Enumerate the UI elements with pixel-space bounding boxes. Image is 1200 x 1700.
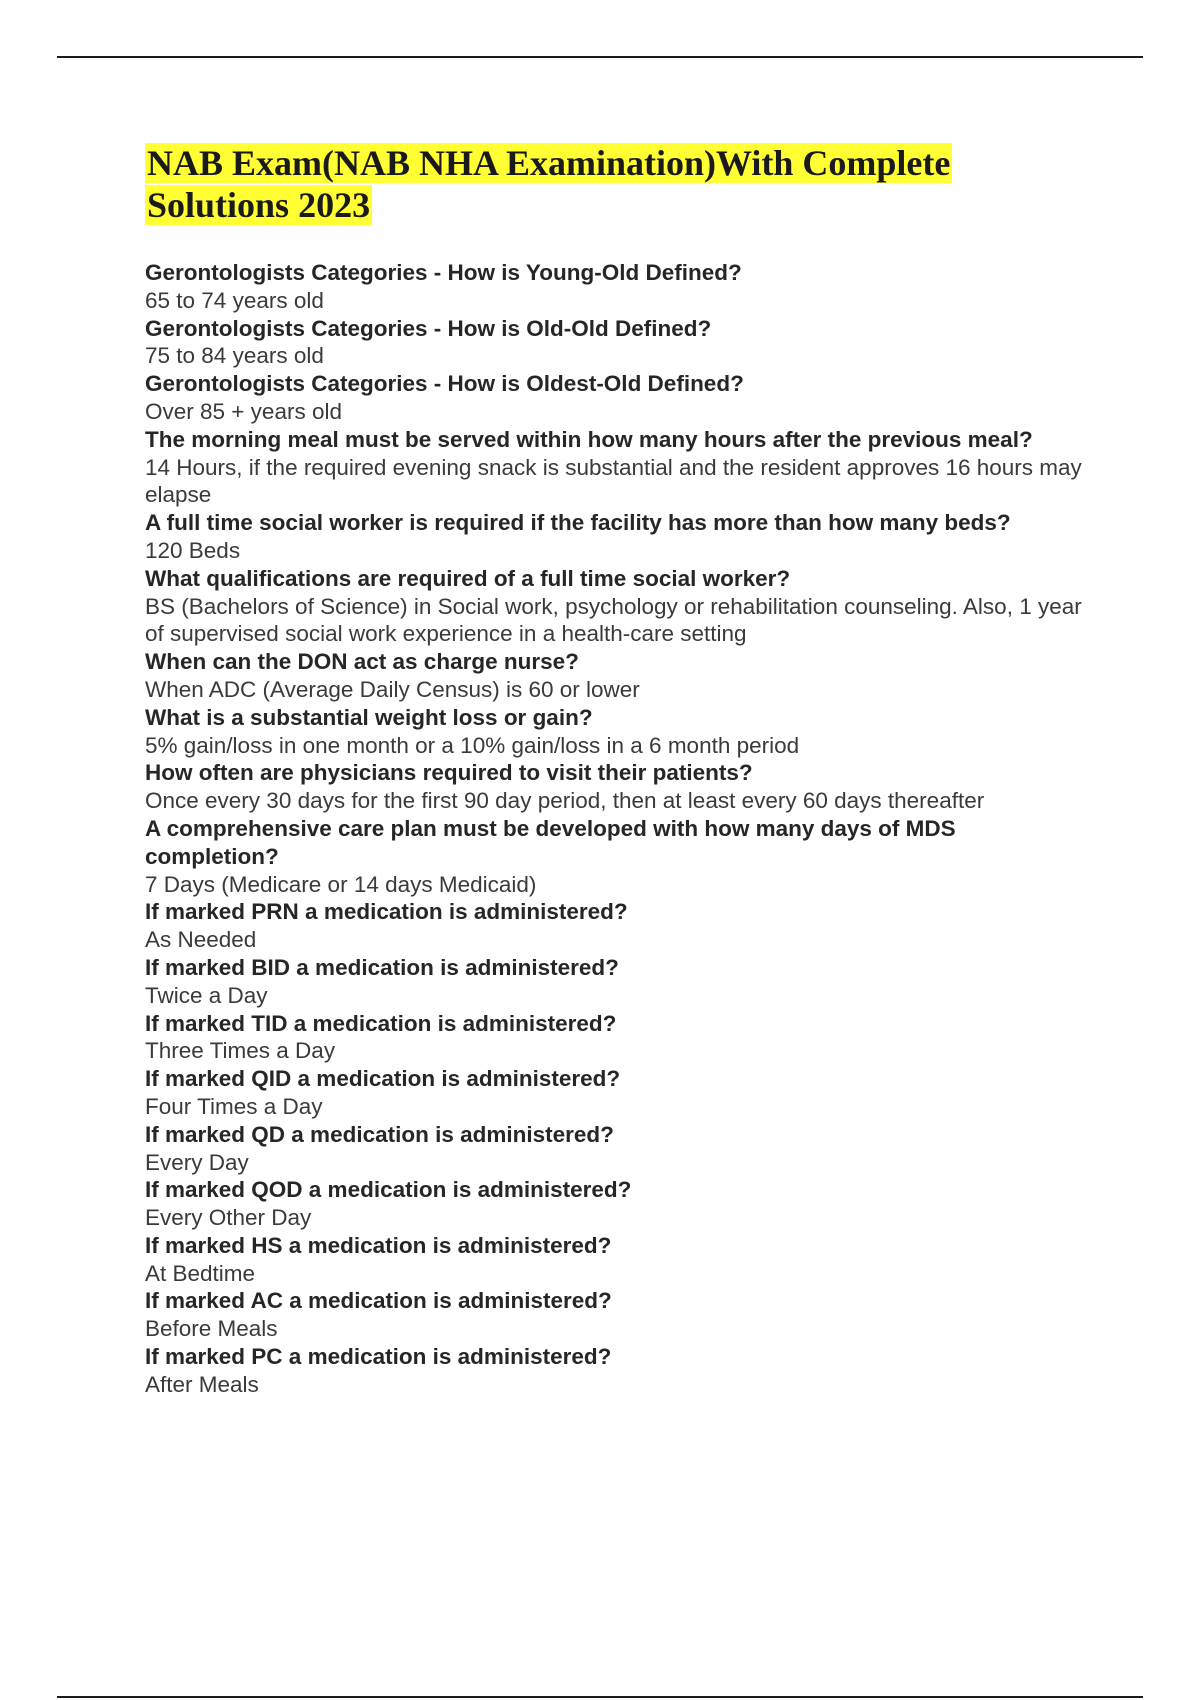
document-title bbox=[145, 142, 1045, 226]
question-text: If marked HS a medication is administered? bbox=[145, 1232, 612, 1258]
qa-list bbox=[145, 259, 1090, 1399]
qa-item bbox=[145, 315, 1090, 371]
question-text: If marked QOD a medication is administered? bbox=[145, 1177, 632, 1203]
question-text: A comprehensive care plan must be developed with how many days of MDS completion? bbox=[145, 815, 956, 869]
question-text: Gerontologists Categories - How is Young-Old Defined? bbox=[145, 260, 742, 285]
answer-text: 7 Days (Medicare or 14 days Medicaid) bbox=[145, 871, 537, 897]
bottom-divider bbox=[57, 1696, 1143, 1698]
answer-text: When ADC (Average Daily Census) is 60 or lower bbox=[145, 676, 640, 702]
answer-text: At Bedtime bbox=[145, 1260, 256, 1286]
qa-item bbox=[145, 509, 1090, 565]
question-text: The morning meal must be served within how many hours after the previous meal? bbox=[145, 426, 1033, 452]
answer-text: After Meals bbox=[145, 1371, 259, 1397]
question-text: If marked BID a medication is administered? bbox=[145, 954, 619, 980]
qa-item bbox=[145, 1176, 1090, 1232]
qa-item bbox=[145, 1232, 1090, 1288]
qa-item bbox=[145, 648, 1090, 704]
question-text: Gerontologists Categories - How is Oldest-Old Defined? bbox=[145, 371, 744, 397]
qa-item bbox=[145, 759, 1090, 815]
qa-item bbox=[145, 815, 1090, 898]
question-text: If marked AC a medication is administered? bbox=[145, 1288, 612, 1314]
qa-item bbox=[145, 370, 1090, 426]
question-text: If marked PC a medication is administered? bbox=[145, 1344, 612, 1370]
answer-text: 14 Hours, if the required evening snack is substantial and the resident approves 16 hours may elapse bbox=[145, 454, 1082, 508]
answer-text: Before Meals bbox=[145, 1316, 278, 1342]
question-text: A full time social worker is required if the facility has more than how many beds? bbox=[145, 510, 1011, 536]
answer-text: Every Day bbox=[145, 1149, 249, 1175]
question-text: What qualifications are required of a full time social worker? bbox=[145, 565, 791, 591]
answer-text: 75 to 84 years old bbox=[145, 343, 324, 369]
qa-item bbox=[145, 259, 1090, 315]
question-text: How often are physicians required to visit their patients? bbox=[145, 760, 753, 786]
qa-item bbox=[145, 1010, 1090, 1066]
qa-item bbox=[145, 1343, 1090, 1399]
answer-text: 120 Beds bbox=[145, 537, 241, 563]
qa-item bbox=[145, 704, 1090, 760]
question-text: Gerontologists Categories - How is Old-Old Defined? bbox=[145, 315, 712, 341]
answer-text: Once every 30 days for the first 90 day period, then at least every 60 days thereafter bbox=[145, 788, 985, 814]
question-text: If marked QID a medication is administered? bbox=[145, 1066, 621, 1092]
question-text: What is a substantial weight loss or gain? bbox=[145, 704, 593, 730]
question-text: If marked PRN a medication is administered? bbox=[145, 899, 628, 925]
qa-item bbox=[145, 565, 1090, 648]
document-title-highlight: NAB Exam(NAB NHA Examination)With Complete Solutions 2023 bbox=[147, 143, 951, 225]
answer-text: 65 to 74 years old bbox=[145, 287, 324, 313]
question-text: If marked TID a medication is administered? bbox=[145, 1010, 617, 1036]
answer-text: Four Times a Day bbox=[145, 1093, 323, 1119]
question-text: When can the DON act as charge nurse? bbox=[145, 649, 579, 675]
answer-text: Every Other Day bbox=[145, 1205, 312, 1231]
answer-text: Three Times a Day bbox=[145, 1038, 336, 1064]
qa-item bbox=[145, 898, 1090, 954]
qa-item bbox=[145, 954, 1090, 1010]
answer-text: Twice a Day bbox=[145, 982, 268, 1008]
answer-text: As Needed bbox=[145, 927, 257, 953]
answer-text: 5% gain/loss in one month or a 10% gain/loss in a 6 month period bbox=[145, 732, 800, 758]
qa-item bbox=[145, 1065, 1090, 1121]
top-divider bbox=[57, 56, 1143, 58]
answer-text: BS (Bachelors of Science) in Social work, psychology or rehabilitation counseling. Also, 1 year of supervised social work experience in a health-care setting bbox=[145, 593, 1082, 647]
answer-text: Over 85 + years old bbox=[145, 398, 342, 424]
qa-item bbox=[145, 1287, 1090, 1343]
qa-item bbox=[145, 1121, 1090, 1177]
question-text: If marked QD a medication is administered? bbox=[145, 1121, 614, 1147]
qa-item bbox=[145, 426, 1090, 509]
